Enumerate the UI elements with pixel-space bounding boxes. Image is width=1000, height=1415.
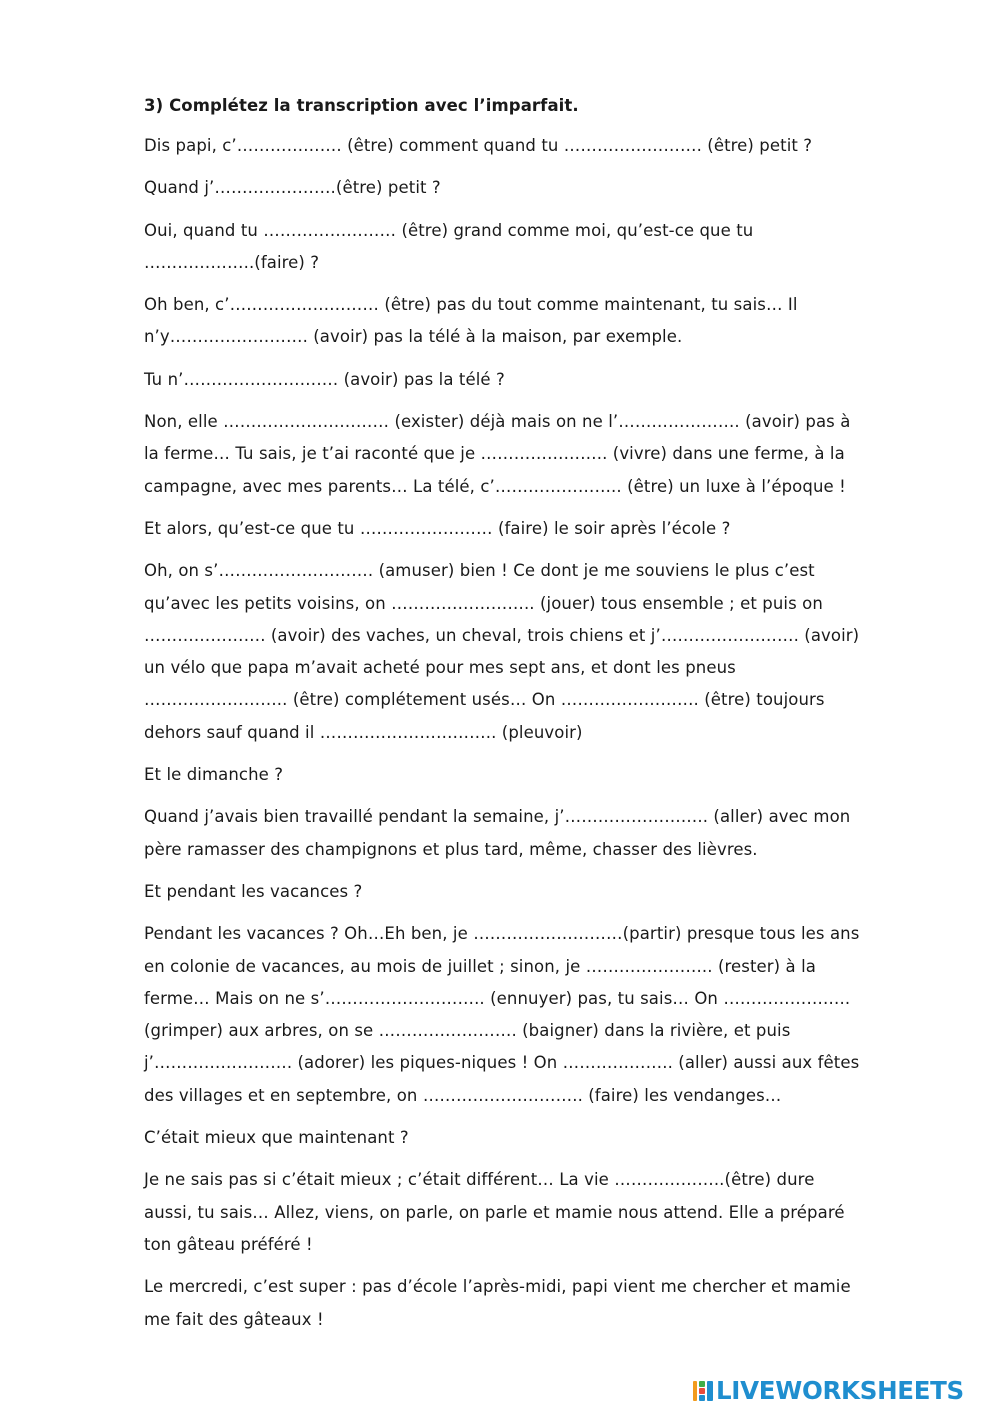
- dialogue-line: Et le dimanche ?: [144, 765, 284, 785]
- exercise-heading: 3) Complétez la transcription avec l’imparfait.: [144, 96, 579, 115]
- dialogue-line: Pendant les vacances ? Oh…Eh ben, je ………………………(partir) presque tous les ans en colonie de vacances, au mois de juillet ; sinon, je ………………….. (rester) à la ferme… Mais on ne s’……………………….. (ennuyer) pas, tu sais… On ………………….. (grimper) aux arbres, on se ……………………. (baigner) dans la rivière, et puis j’……………………. (adorer) les piques-niques ! On ……………….. (aller) aussi aux fêtes des villages et en septembre, on ……………………….. (faire) les vendanges…: [144, 924, 860, 1105]
- dialogue-line: Oh ben, c’……………………… (être) pas du tout comme maintenant, tu sais… Il n’y……………………. (avoir) pas la télé à la maison, par exemple.: [144, 295, 798, 347]
- dialogue-line: Je ne sais pas si c’était mieux ; c’était différent… La vie ………………..(être) dure aussi, tu sais… Allez, viens, on parle, on parle et mamie nous attend. Elle a préparé ton gâteau préféré !: [144, 1170, 845, 1254]
- dialogue-line: Non, elle ………………………… (exister) déjà mais on ne l’…………………. (avoir) pas à la ferme… Tu sais, je t’ai raconté que je ………………….. (vivre) dans une ferme, à la campagne, avec mes parents… La télé, c’………………….. (être) un luxe à l’époque !: [144, 412, 851, 496]
- dialogue-line: Oh, on s’………………………. (amuser) bien ! Ce dont je me souviens le plus c’est qu’avec les petits voisins, on …………………….. (jouer) tous ensemble ; et puis on …………………. (avoir) des vaches, un cheval, trois chiens et j’……………………. (avoir) un vélo que papa m’avait acheté pour mes sept ans, et dont les pneus …………………….. (être) complétement usés… On ……………………. (être) toujours dehors sauf quand il ………………………….. (pleuvoir): [144, 561, 860, 742]
- liveworksheets-logo: [692, 1377, 964, 1405]
- dialogue-line: Oui, quand tu …………………… (être) grand comme moi, qu’est-ce que tu ………………..(faire) ?: [144, 220, 754, 272]
- dialogue-line: Dis papi, c’………………. (être) comment quand tu ……………………. (être) petit ?: [144, 136, 813, 155]
- dialogue-line: Et pendant les vacances ?: [144, 881, 363, 901]
- dialogue-line: Le mercredi, c’est super : pas d’école l’après-midi, papi vient me chercher et mamie me fait des gâteaux !: [144, 1277, 851, 1329]
- dialogue-line: Tu n’………………………. (avoir) pas la télé ?: [144, 369, 505, 389]
- dialogue-line: Quand j’………………….(être) petit ?: [144, 178, 441, 198]
- dialogue-line: Et alors, qu’est-ce que tu …………………… (faire) le soir après l’école ?: [144, 518, 731, 538]
- worksheet: [144, 92, 866, 1346]
- dialogue-line: Quand j’avais bien travaillé pendant la semaine, j’…………………….. (aller) avec mon père ramasser des champignons et plus tard, même, chasser des lièvres.: [144, 807, 851, 859]
- dialogue-line: C’était mieux que maintenant ?: [144, 1128, 409, 1148]
- logo-text: LIVEWORKSHEETS: [716, 1376, 964, 1405]
- liveworksheets-logo-icon: [692, 1379, 714, 1403]
